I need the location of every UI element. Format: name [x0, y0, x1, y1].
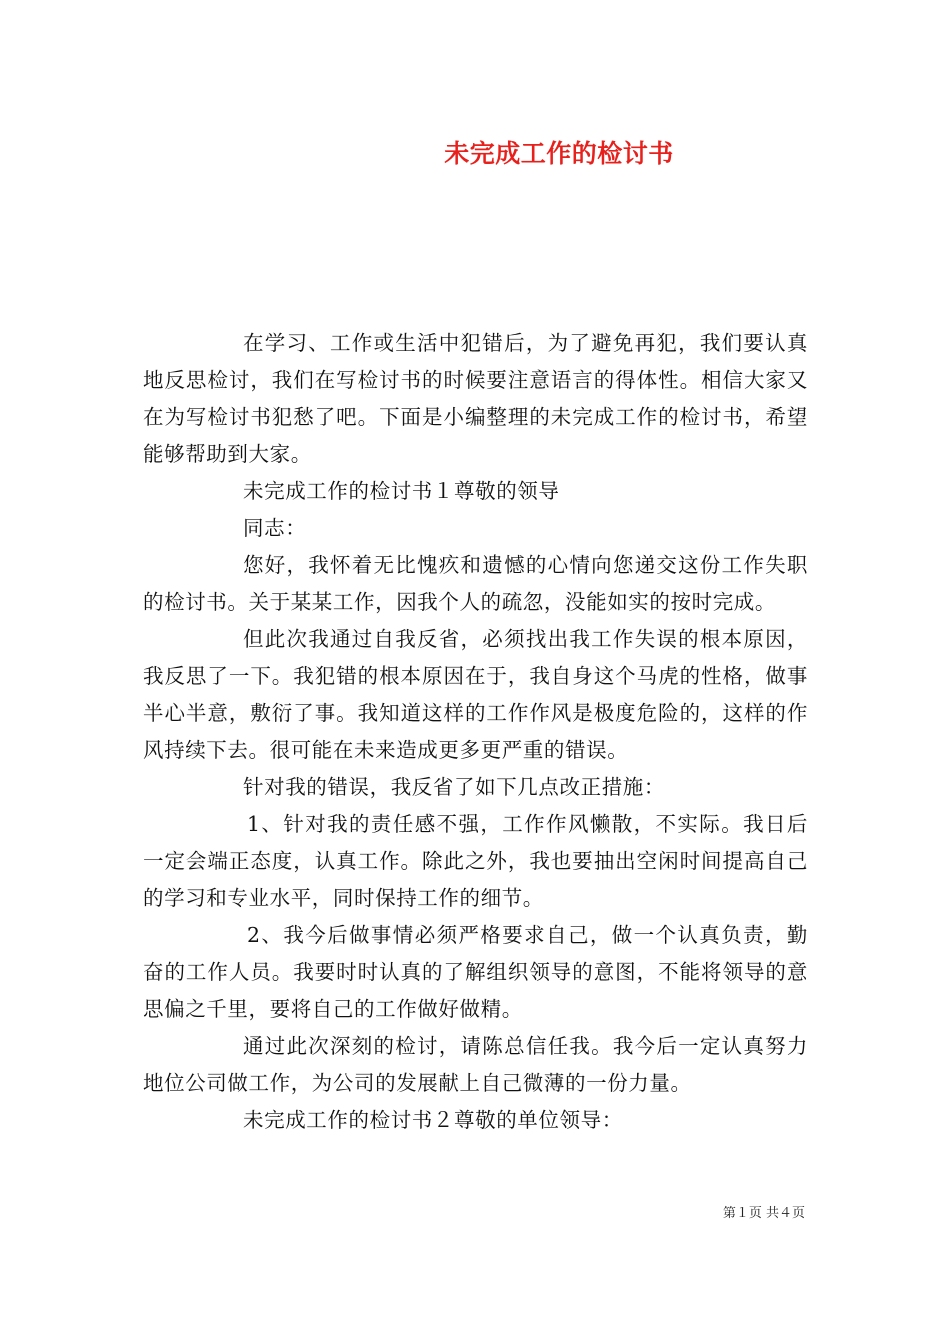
section-heading-2: 未完成工作的检讨书２尊敬的单位领导： — [243, 1108, 623, 1132]
paragraph-closing: 通过此次深刻的检讨，请陈总信任我。我今后一定认真努力地位公司做工作，为公司的发展献上自己微薄的一份力量。 — [143, 1034, 808, 1095]
paragraph-greeting: 您好，我怀着无比愧疚和遗憾的心情向您递交这份工作失职的检讨书。关于某某工作，因我个人的疏忽，没能如实的按时完成。 — [143, 553, 808, 614]
document-title: 未完成工作的检讨书 — [444, 139, 674, 168]
measure-item-2: 2、我今后做事情必须严格要求自己，做一个认真负责，勤奋的工作人员。我要时时认真的了解组织领导的意图，不能将领导的意思偏之千里，要将自己的工作做好做精。 — [143, 923, 808, 1021]
intro-paragraph: 在学习、工作或生活中犯错后，为了避免再犯，我们要认真地反思检讨，我们在写检讨书的时候要注意语言的得体性。相信大家又在为写检讨书犯愁了吧。下面是小编整理的未完成工作的检讨书，希望能够帮助到大家。 — [143, 331, 808, 466]
measure-item-1: 1、针对我的责任感不强，工作作风懒散，不实际。我日后一定会端正态度，认真工作。除此之外，我也要抽出空闲时间提高自己的学习和专业水平，同时保持工作的细节。 — [143, 812, 808, 910]
section-heading-1: 未完成工作的检讨书１尊敬的领导 — [243, 479, 560, 503]
paragraph-measures-intro: 针对我的错误，我反省了如下几点改正措施： — [243, 775, 665, 799]
document-body — [143, 325, 808, 1139]
salutation: 同志： — [243, 516, 307, 540]
paragraph-reflection: 但此次我通过自我反省，必须找出我工作失误的根本原因，我反思了一下。我犯错的根本原因在于，我自身这个马虎的性格，做事半心半意，敷衍了事。我知道这样的工作作风是极度危险的，这样的作风持续下去。很可能在未来造成更多更严重的错误。 — [143, 627, 808, 762]
page-number: 第１页 共４页 — [722, 1206, 805, 1221]
